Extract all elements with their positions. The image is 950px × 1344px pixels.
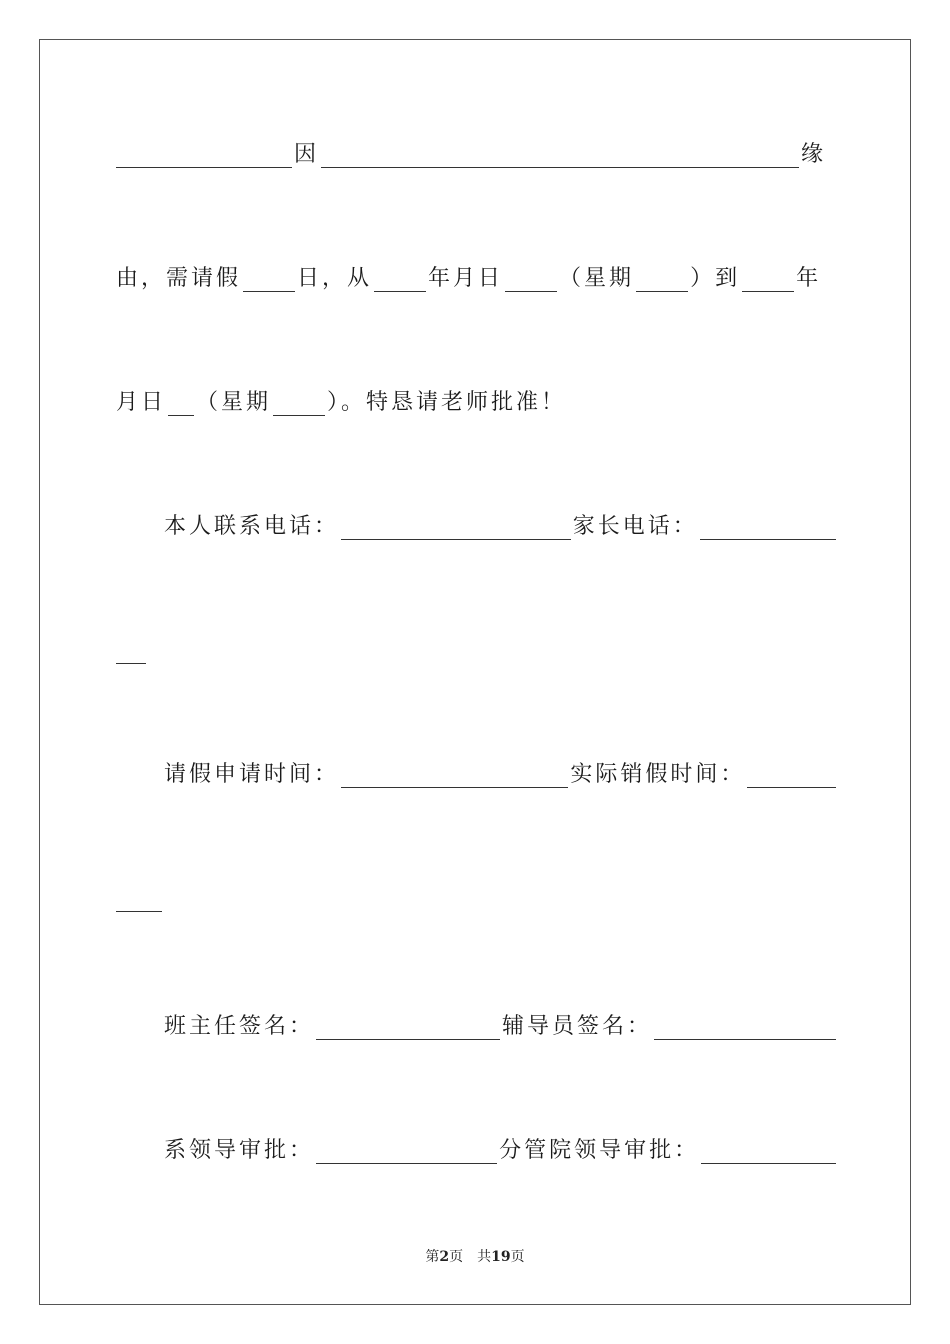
dean-approve-label: 分管院领导审批： [499, 1138, 700, 1163]
leave-text-1: 由，需请假 [116, 266, 242, 291]
end-text-2: （星期 [196, 390, 272, 415]
leave-duration-line [116, 252, 836, 292]
end-date-blank[interactable] [168, 394, 194, 416]
parent-phone-blank-cont[interactable] [116, 642, 146, 664]
actual-time-label: 实际销假时间： [570, 762, 746, 787]
days-blank[interactable] [243, 270, 295, 292]
footer-total-pages: 19 [491, 1249, 511, 1265]
time-line [164, 748, 836, 788]
actual-time-blank[interactable] [747, 766, 836, 788]
leave-text-5: ）到 [690, 266, 741, 291]
reason-suffix: 缘 [801, 142, 827, 167]
end-year-blank[interactable] [742, 270, 794, 292]
start-date-blank[interactable] [505, 270, 557, 292]
leave-end-line [116, 376, 836, 416]
apply-time-blank[interactable] [341, 766, 568, 788]
signature-line [164, 1000, 836, 1040]
reason-line [116, 128, 836, 168]
footer-pre: 第 [425, 1249, 440, 1265]
teacher-sign-label: 班主任签名： [164, 1014, 315, 1039]
page-footer [0, 1246, 950, 1266]
leave-text-4: （星期 [559, 266, 635, 291]
reason-label: 因 [294, 142, 320, 167]
end-text-3: ）。特恳请老师批准！ [327, 390, 567, 415]
footer-mid: 页 共 [449, 1249, 492, 1265]
dept-approve-label: 系领导审批： [164, 1138, 315, 1163]
name-blank[interactable] [116, 146, 292, 168]
teacher-sign-blank[interactable] [316, 1018, 500, 1040]
start-weekday-blank[interactable] [636, 270, 688, 292]
counselor-sign-label: 辅导员签名： [501, 1014, 652, 1039]
reason-blank[interactable] [321, 146, 799, 168]
approval-line [164, 1124, 836, 1164]
apply-time-label: 请假申请时间： [164, 762, 340, 787]
phone-line [164, 500, 836, 540]
page-border [39, 39, 911, 1305]
dept-approve-blank[interactable] [316, 1142, 497, 1164]
parent-phone-blank[interactable] [700, 518, 836, 540]
parent-phone-label: 家长电话： [572, 514, 698, 539]
footer-post: 页 [510, 1249, 525, 1265]
counselor-sign-blank[interactable] [654, 1018, 836, 1040]
leave-text-3: 年月日 [428, 266, 504, 291]
start-year-blank[interactable] [374, 270, 426, 292]
actual-time-blank-cont[interactable] [116, 890, 162, 912]
phone-line-cont [116, 624, 836, 664]
self-phone-label: 本人联系电话： [164, 514, 340, 539]
end-text-1: 月日 [116, 390, 167, 415]
footer-page-number: 2 [439, 1249, 450, 1265]
leave-text-2: 日，从 [297, 266, 373, 291]
dean-approve-blank[interactable] [701, 1142, 836, 1164]
time-line-cont [116, 872, 836, 912]
leave-text-6: 年 [796, 266, 822, 291]
self-phone-blank[interactable] [341, 518, 571, 540]
end-weekday-blank[interactable] [273, 394, 325, 416]
